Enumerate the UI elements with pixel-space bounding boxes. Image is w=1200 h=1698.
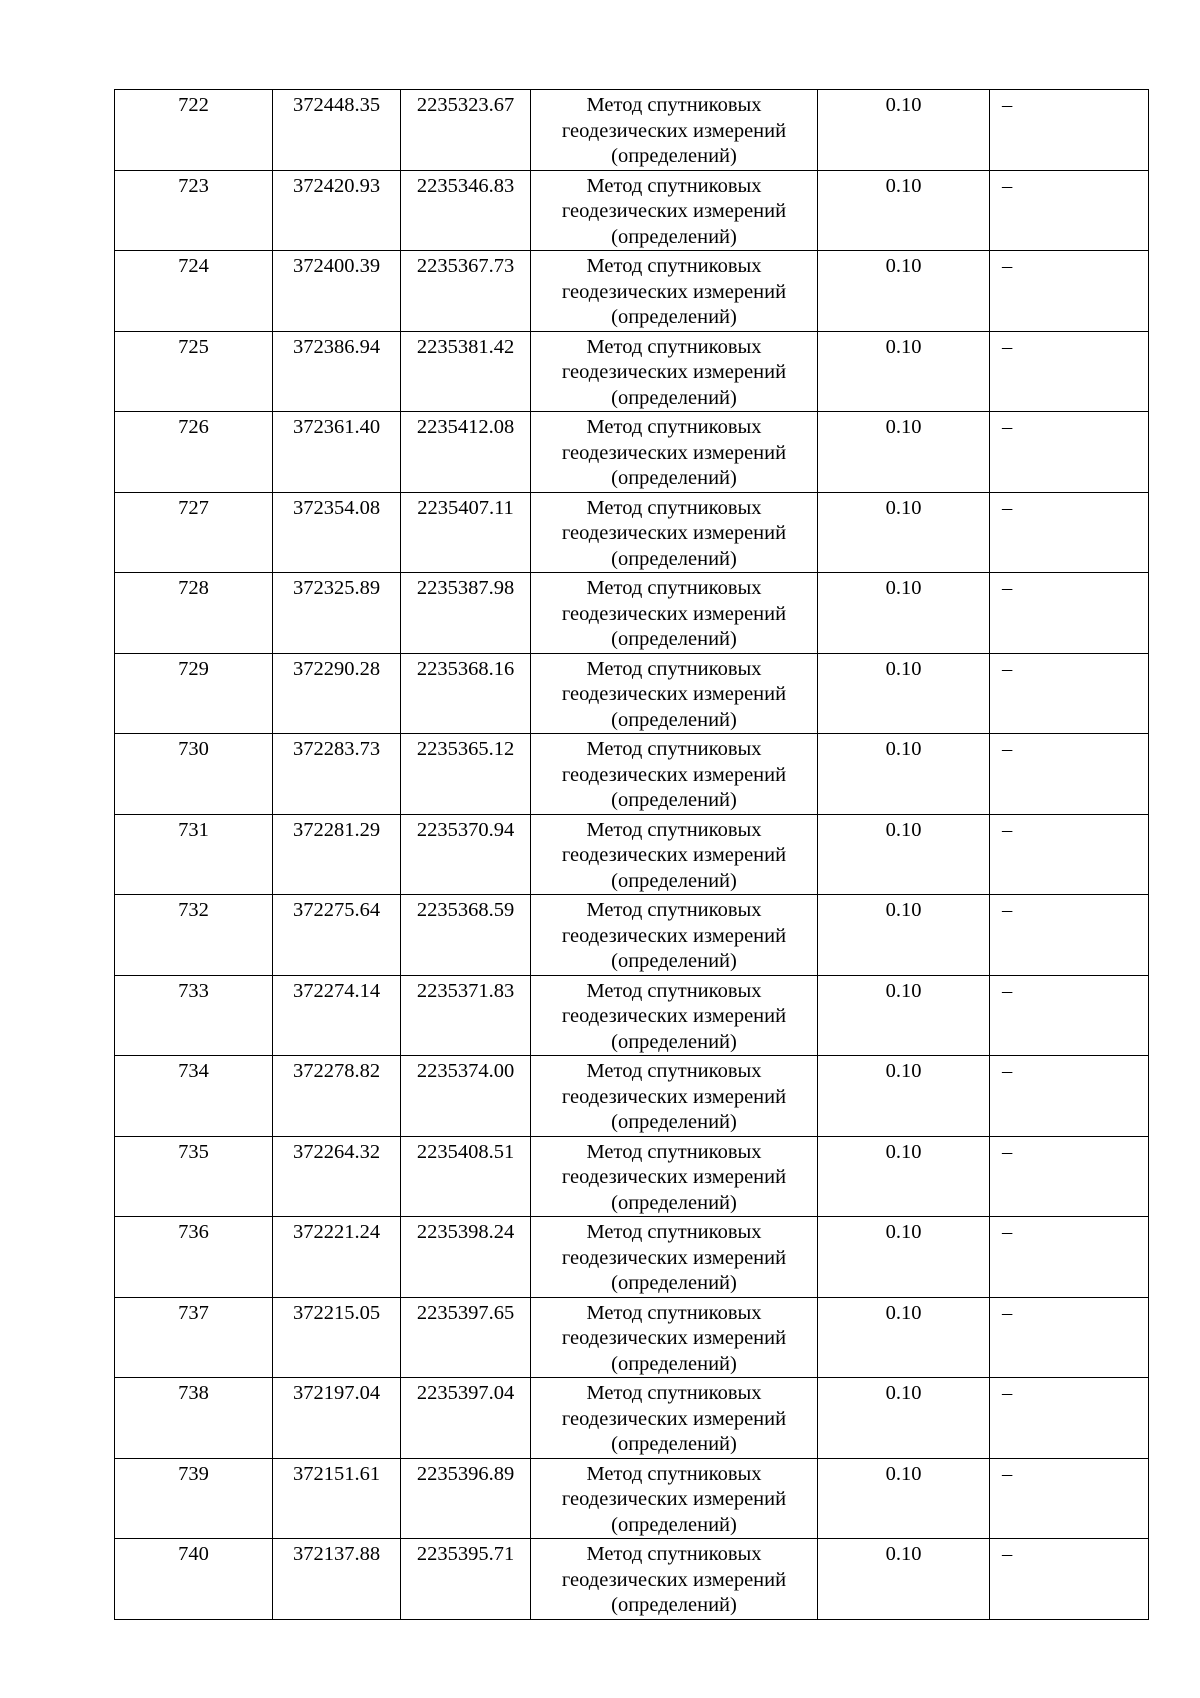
accuracy-cell: 0.10 [818, 331, 990, 412]
note-cell: – [990, 412, 1149, 493]
x-coordinate-cell: 372221.24 [273, 1217, 401, 1298]
method-line: (определений) [611, 950, 737, 972]
method-line: Метод спутниковых [586, 335, 762, 358]
point-number-cell: 732 [115, 895, 273, 976]
table-row [115, 331, 1149, 412]
note-cell: – [990, 331, 1149, 412]
method-line: (определений) [611, 1513, 737, 1536]
point-number-cell: 727 [115, 492, 273, 573]
method-cell [531, 251, 818, 332]
method-line: геодезических измерений [561, 522, 787, 544]
method-line: (определений) [611, 869, 737, 892]
table-row [115, 1217, 1149, 1298]
method-cell [531, 1539, 818, 1620]
table-row [115, 1539, 1149, 1620]
x-coordinate-cell: 372281.29 [273, 814, 401, 895]
table-row [115, 1378, 1149, 1459]
y-coordinate-cell: 2235368.16 [401, 653, 531, 734]
y-coordinate-cell: 2235408.51 [401, 1136, 531, 1217]
y-coordinate-cell: 2235371.83 [401, 975, 531, 1056]
method-line: (определений) [611, 708, 737, 731]
method-line: (определений) [611, 306, 737, 328]
accuracy-cell: 0.10 [818, 653, 990, 734]
x-coordinate-cell: 372274.14 [273, 975, 401, 1056]
note-cell: – [990, 1539, 1149, 1620]
method-cell [531, 90, 818, 171]
table-row [115, 251, 1149, 332]
method-line: (определений) [611, 225, 737, 248]
method-cell [531, 895, 818, 976]
method-line: (определений) [611, 1191, 737, 1214]
x-coordinate-cell: 372448.35 [273, 90, 401, 171]
method-line: Метод спутниковых [586, 255, 762, 277]
method-line: (определений) [611, 1111, 737, 1133]
method-cell [531, 1297, 818, 1378]
accuracy-cell: 0.10 [818, 492, 990, 573]
method-line: (определений) [611, 1433, 737, 1455]
table-row [115, 895, 1149, 976]
x-coordinate-cell: 372151.61 [273, 1458, 401, 1539]
method-line: геодезических измерений [561, 119, 787, 142]
x-coordinate-cell: 372275.64 [273, 895, 401, 976]
method-cell [531, 1458, 818, 1539]
method-line: геодезических измерений [561, 844, 787, 866]
accuracy-cell: 0.10 [818, 573, 990, 654]
table-row [115, 170, 1149, 251]
point-number-cell: 731 [115, 814, 273, 895]
accuracy-cell: 0.10 [818, 1217, 990, 1298]
method-cell [531, 734, 818, 815]
x-coordinate-cell: 372386.94 [273, 331, 401, 412]
point-number-cell: 738 [115, 1378, 273, 1459]
method-cell [531, 1056, 818, 1137]
accuracy-cell: 0.10 [818, 170, 990, 251]
method-line: (определений) [611, 628, 737, 650]
note-cell: – [990, 573, 1149, 654]
coordinates-table [114, 89, 1149, 1620]
accuracy-cell: 0.10 [818, 412, 990, 493]
method-cell [531, 170, 818, 251]
method-cell [531, 412, 818, 493]
table-row [115, 653, 1149, 734]
point-number-cell: 736 [115, 1217, 273, 1298]
y-coordinate-cell: 2235323.67 [401, 90, 531, 171]
y-coordinate-cell: 2235396.89 [401, 1458, 531, 1539]
point-number-cell: 726 [115, 412, 273, 493]
accuracy-cell: 0.10 [818, 1056, 990, 1137]
point-number-cell: 729 [115, 653, 273, 734]
accuracy-cell: 0.10 [818, 251, 990, 332]
accuracy-cell: 0.10 [818, 814, 990, 895]
x-coordinate-cell: 372290.28 [273, 653, 401, 734]
method-cell [531, 331, 818, 412]
y-coordinate-cell: 2235346.83 [401, 170, 531, 251]
x-coordinate-cell: 372278.82 [273, 1056, 401, 1137]
method-line: Метод спутниковых [586, 1543, 762, 1565]
method-line: (определений) [611, 386, 737, 409]
method-line: геодезических измерений [561, 280, 787, 303]
x-coordinate-cell: 372400.39 [273, 251, 401, 332]
y-coordinate-cell: 2235398.24 [401, 1217, 531, 1298]
method-line: геодезических измерений [561, 1407, 787, 1430]
point-number-cell: 724 [115, 251, 273, 332]
method-cell [531, 814, 818, 895]
x-coordinate-cell: 372354.08 [273, 492, 401, 573]
method-cell [531, 1378, 818, 1459]
method-line: Метод спутниковых [586, 1221, 762, 1243]
method-line: Метод спутниковых [586, 577, 762, 599]
y-coordinate-cell: 2235397.65 [401, 1297, 531, 1378]
table-row [115, 412, 1149, 493]
method-line: Метод спутниковых [586, 1140, 762, 1163]
point-number-cell: 730 [115, 734, 273, 815]
y-coordinate-cell: 2235367.73 [401, 251, 531, 332]
point-number-cell: 725 [115, 331, 273, 412]
y-coordinate-cell: 2235374.00 [401, 1056, 531, 1137]
method-line: геодезических измерений [561, 200, 787, 222]
method-line: Метод спутниковых [586, 738, 762, 760]
method-cell [531, 653, 818, 734]
note-cell: – [990, 1056, 1149, 1137]
method-line: (определений) [611, 145, 737, 167]
method-cell [531, 1217, 818, 1298]
y-coordinate-cell: 2235387.98 [401, 573, 531, 654]
coordinates-table-body [115, 90, 1149, 1620]
note-cell: – [990, 734, 1149, 815]
y-coordinate-cell: 2235368.59 [401, 895, 531, 976]
table-row [115, 1458, 1149, 1539]
table-row [115, 573, 1149, 654]
x-coordinate-cell: 372420.93 [273, 170, 401, 251]
method-line: геодезических измерений [561, 602, 787, 625]
x-coordinate-cell: 372197.04 [273, 1378, 401, 1459]
note-cell: – [990, 90, 1149, 171]
method-line: геодезических измерений [561, 763, 787, 786]
method-cell [531, 1136, 818, 1217]
y-coordinate-cell: 2235381.42 [401, 331, 531, 412]
point-number-cell: 723 [115, 170, 273, 251]
method-line: геодезических измерений [561, 1246, 787, 1269]
accuracy-cell: 0.10 [818, 734, 990, 815]
x-coordinate-cell: 372283.73 [273, 734, 401, 815]
accuracy-cell: 0.10 [818, 975, 990, 1056]
accuracy-cell: 0.10 [818, 1378, 990, 1459]
method-line: геодезических измерений [561, 441, 787, 464]
table-row [115, 1056, 1149, 1137]
method-line: геодезических измерений [561, 1327, 787, 1349]
method-line: (определений) [611, 789, 737, 811]
accuracy-cell: 0.10 [818, 1136, 990, 1217]
y-coordinate-cell: 2235370.94 [401, 814, 531, 895]
accuracy-cell: 0.10 [818, 90, 990, 171]
note-cell: – [990, 170, 1149, 251]
x-coordinate-cell: 372361.40 [273, 412, 401, 493]
method-line: Метод спутниковых [586, 174, 762, 197]
accuracy-cell: 0.10 [818, 1458, 990, 1539]
note-cell: – [990, 1458, 1149, 1539]
method-line: (определений) [611, 1272, 737, 1294]
method-line: Метод спутниковых [586, 1382, 762, 1404]
method-line: (определений) [611, 547, 737, 570]
method-cell [531, 492, 818, 573]
note-cell: – [990, 1297, 1149, 1378]
x-coordinate-cell: 372137.88 [273, 1539, 401, 1620]
method-line: (определений) [611, 1594, 737, 1616]
method-line: геодезических измерений [561, 924, 787, 947]
note-cell: – [990, 251, 1149, 332]
method-line: Метод спутниковых [586, 818, 762, 841]
table-row [115, 1136, 1149, 1217]
method-line: геодезических измерений [561, 1085, 787, 1108]
method-cell [531, 975, 818, 1056]
method-line: (определений) [611, 1352, 737, 1375]
x-coordinate-cell: 372264.32 [273, 1136, 401, 1217]
note-cell: – [990, 653, 1149, 734]
table-row [115, 814, 1149, 895]
method-line: Метод спутниковых [586, 979, 762, 1002]
table-row [115, 90, 1149, 171]
method-line: геодезических измерений [561, 1166, 787, 1188]
note-cell: – [990, 975, 1149, 1056]
method-line: Метод спутниковых [586, 94, 762, 116]
y-coordinate-cell: 2235412.08 [401, 412, 531, 493]
note-cell: – [990, 1217, 1149, 1298]
table-row [115, 492, 1149, 573]
accuracy-cell: 0.10 [818, 1297, 990, 1378]
note-cell: – [990, 492, 1149, 573]
note-cell: – [990, 1136, 1149, 1217]
y-coordinate-cell: 2235397.04 [401, 1378, 531, 1459]
y-coordinate-cell: 2235395.71 [401, 1539, 531, 1620]
method-line: Метод спутниковых [586, 496, 762, 519]
method-line: геодезических измерений [561, 1568, 787, 1591]
point-number-cell: 737 [115, 1297, 273, 1378]
note-cell: – [990, 1378, 1149, 1459]
method-line: Метод спутниковых [586, 1462, 762, 1485]
method-line: геодезических измерений [561, 1488, 787, 1510]
point-number-cell: 739 [115, 1458, 273, 1539]
accuracy-cell: 0.10 [818, 1539, 990, 1620]
note-cell: – [990, 814, 1149, 895]
method-line: (определений) [611, 1030, 737, 1053]
table-row [115, 1297, 1149, 1378]
point-number-cell: 734 [115, 1056, 273, 1137]
point-number-cell: 728 [115, 573, 273, 654]
point-number-cell: 722 [115, 90, 273, 171]
method-line: Метод спутниковых [586, 1060, 762, 1082]
y-coordinate-cell: 2235407.11 [401, 492, 531, 573]
method-line: Метод спутниковых [586, 1301, 762, 1324]
method-line: геодезических измерений [561, 361, 787, 383]
x-coordinate-cell: 372325.89 [273, 573, 401, 654]
method-line: геодезических измерений [561, 683, 787, 705]
x-coordinate-cell: 372215.05 [273, 1297, 401, 1378]
method-line: Метод спутниковых [586, 416, 762, 438]
point-number-cell: 740 [115, 1539, 273, 1620]
accuracy-cell: 0.10 [818, 895, 990, 976]
point-number-cell: 735 [115, 1136, 273, 1217]
method-line: (определений) [611, 467, 737, 489]
method-line: Метод спутниковых [586, 899, 762, 921]
method-cell [531, 573, 818, 654]
point-number-cell: 733 [115, 975, 273, 1056]
y-coordinate-cell: 2235365.12 [401, 734, 531, 815]
method-line: Метод спутниковых [586, 657, 762, 680]
note-cell: – [990, 895, 1149, 976]
table-row [115, 734, 1149, 815]
method-line: геодезических измерений [561, 1005, 787, 1027]
table-row [115, 975, 1149, 1056]
